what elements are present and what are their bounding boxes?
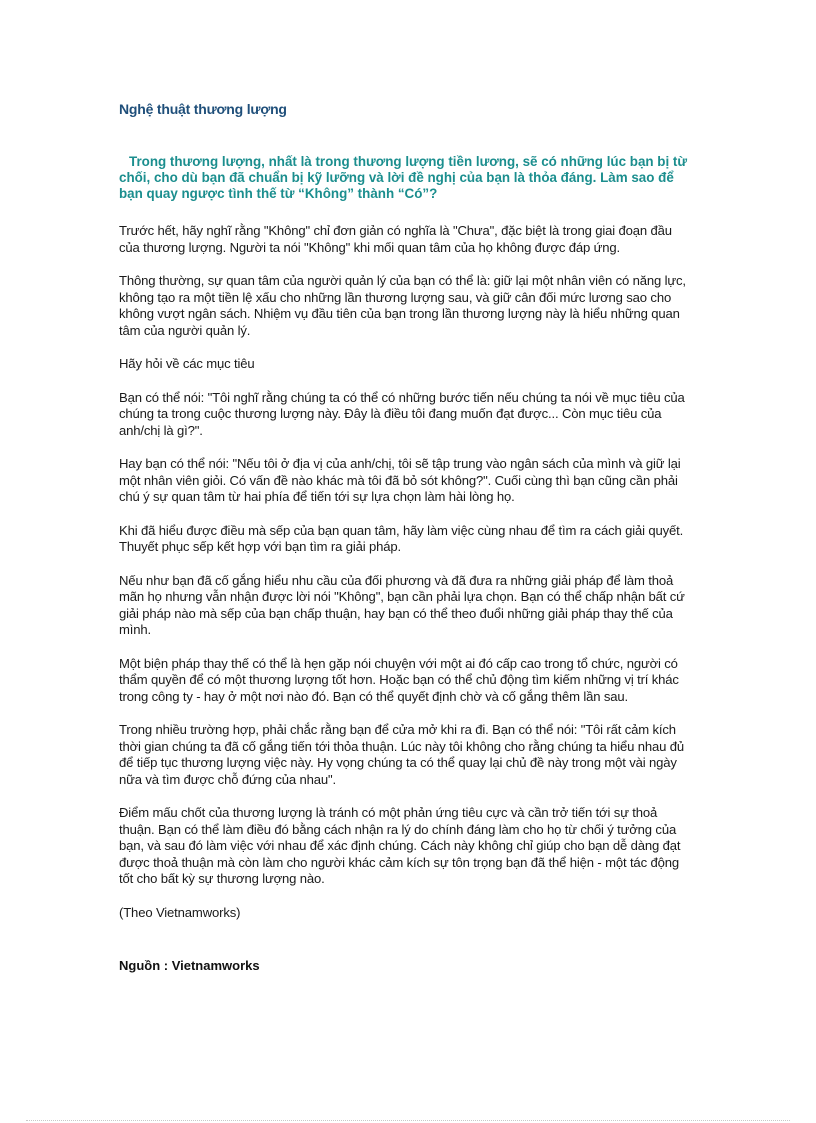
lead-paragraph: Trong thương lượng, nhất là trong thương lượng tiền lương, sẽ có những lúc bạn bị từ chối, cho dù bạn đã chuẩn bị kỹ lưỡng và lời đề nghị của bạn là thỏa đáng. Làm sao để bạn quay ngược tình thế từ “Không” thành “Có”? [119,154,688,201]
document-title: Nghệ thuật thương lượng [119,101,287,117]
body-paragraph-7: Một biện pháp thay thế có thể là hẹn gặp nói chuyện với một ai đó cấp cao trong tổ chức, người có thẩm quyền để có một thương lượng tốt hơn. Hoặc bạn có thể chủ động tìm kiếm những vị trí khác trong công ty - hay ở một nơi nào đó. Bạn có thể quyết định chờ và cố gắng thêm lần sau. [119,655,679,704]
body-paragraph-6: Nếu như bạn đã cố gắng hiểu nhu cầu của đối phương và đã đưa ra những giải pháp để làm thoả mãn họ nhưng vẫn nhận được lời nói "Không", bạn cần phải lựa chọn. Bạn có thể chấp nhận bất cứ giải pháp nào mà sếp của bạn chấp thuận, hay bạn có thể theo đuổi những giải pháp thay thế của mình. [119,572,685,637]
body-paragraph-2: Thông thường, sự quan tâm của người quản lý của bạn có thể là: giữ lại một nhân viên có năng lực, không tạo ra một tiền lệ xấu cho những lần thương lượng sau, và giữ cân đối mức lương sao cho không vượt ngân sách. Nhiệm vụ đầu tiên của bạn trong lần thương lượng này là hiểu những quan tâm của người quản lý. [119,273,686,338]
page-bottom-divider [26,1120,790,1121]
body-paragraph-9: Điểm mấu chốt của thương lượng là tránh có một phản ứng tiêu cực và cần trở tiến tới sự thoả thuận. Bạn có thể làm điều đó bằng cách nhận ra lý do chính đáng làm cho họ từ chối ý tưởng của bạn, và sau đó làm việc với nhau để xác định chúng. Cách này không chỉ giúp cho bạn dễ dàng đạt được thoả thuận mà còn làm cho người khác cảm kích sự tôn trọng bạn đã thể hiện - một tác động tốt cho bất kỳ sự thương lượng nào. [119,805,681,886]
body-paragraph-8: Trong nhiều trường hợp, phải chắc rằng bạn để cửa mở khi ra đi. Bạn có thể nói: "Tôi rất cảm kích thời gian chúng ta đã cố gắng tiến tới thỏa thuận. Lúc này tôi không cho rằng chúng ta hiểu nhau đủ để tiếp tục thương lượng việc này. Hy vọng chúng ta có thể quay lại chủ đề này trong một vài ngày nữa và tìm được chỗ đứng của nhau". [119,722,685,787]
body-paragraph-5: Khi đã hiểu được điều mà sếp của bạn quan tâm, hãy làm việc cùng nhau để tìm ra cách giải quyết. Thuyết phục sếp kết hợp với bạn tìm ra giải pháp. [119,522,684,554]
section-heading-goals: Hãy hỏi về các mục tiêu [119,356,255,371]
source-label: Nguồn : Vietnamworks [119,958,260,973]
body-paragraph-3: Bạn có thể nói: "Tôi nghĩ rằng chúng ta có thể có những bước tiến nếu chúng ta nói về mục tiêu của chúng ta trong cuộc thương lượng này. Đây là điều tôi đang muốn đạt được... Còn mục tiêu của anh/chị là gì?". [119,389,685,438]
body-content [119,223,693,938]
body-paragraph-1: Trước hết, hãy nghĩ rằng "Không" chỉ đơn giản có nghĩa là "Chưa", đặc biệt là trong giai đoạn đầu của thương lượng. Người ta nói "Không" khi mối quan tâm của họ không được đáp ứng. [119,223,672,255]
body-paragraph-4: Hay bạn có thể nói: "Nếu tôi ở địa vị của anh/chị, tôi sẽ tập trung vào ngân sách của mình và giữ lại một nhân viên giỏi. Có vấn đề nào khác mà tôi đã bỏ sót không?". Cuối cùng thì bạn cũng cần phải chú ý sự quan tâm từ hai phía để tiến tới sự lựa chọn làm hài lòng họ. [119,456,681,504]
attribution-text: (Theo Vietnamworks) [119,904,241,920]
